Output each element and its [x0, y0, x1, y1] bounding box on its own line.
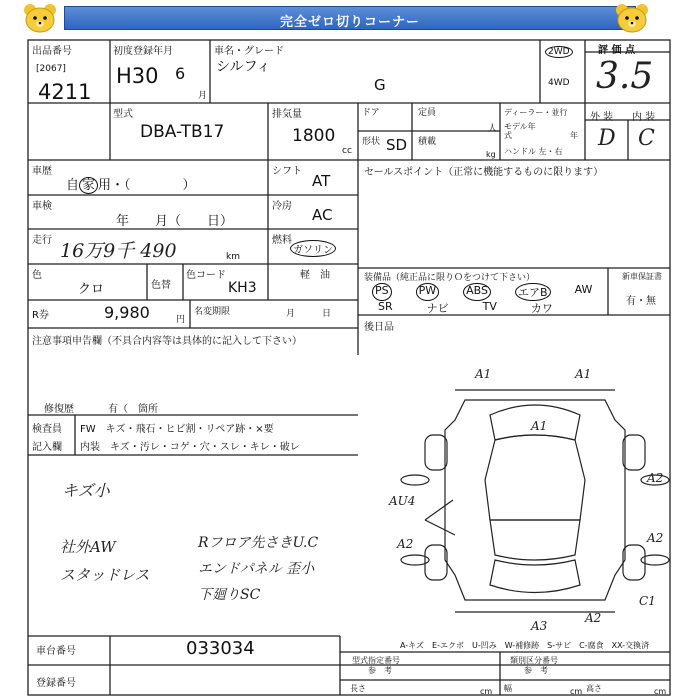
equipment-row-1 — [372, 283, 592, 301]
chassis-number: 033034 — [186, 638, 255, 659]
repair-history-value: 有（ 箇所 — [108, 404, 158, 415]
handwritten-note-2: 社外AW — [60, 538, 116, 556]
fuel-diesel: 軽 油 — [300, 270, 330, 281]
load-unit: kg — [486, 150, 496, 159]
color-code-label: 色コード — [186, 270, 226, 281]
equip-ps: PS — [372, 283, 392, 301]
plate-label: 登録番号 — [36, 678, 76, 689]
drive-2wd: 2WD — [545, 46, 573, 58]
damage-legend: A-キズ E-エクボ U-凹み W-補修跡 S-サビ C-腐食 XX-交換済 — [400, 641, 650, 650]
score: 3.5 — [596, 56, 654, 97]
mark-a3: A3 — [531, 619, 548, 633]
load-label: 積載 — [418, 137, 437, 147]
shift-value: AT — [312, 172, 331, 190]
color-swap-label: 色替 — [151, 280, 171, 291]
displacement-label: 排気量 — [272, 109, 302, 120]
handwritten-note-6: 下廻りSC — [198, 587, 261, 603]
model-code: DBA-TB17 — [140, 122, 225, 142]
notes-label: 注意事項申告欄（不具合内容等は具体的に記入して下さい） — [32, 336, 302, 347]
displacement-unit: cc — [342, 146, 352, 156]
length-label: 長さ — [350, 684, 366, 693]
mark-a2-bottom: A2 — [585, 611, 602, 625]
equipment-row-2 — [378, 300, 553, 316]
door-label: ドア — [362, 108, 380, 118]
handwritten-note-1: キズ小 — [62, 481, 110, 500]
lot-sub-number: [2067] — [36, 64, 66, 74]
displacement: 1800 — [292, 126, 336, 146]
entry-label: 記入欄 — [32, 442, 62, 453]
fuel-label: 燃料 — [272, 235, 292, 246]
reg-year: H30 — [116, 64, 159, 88]
dealer-label: ディーラー・並行 — [504, 108, 568, 117]
handwritten-note-5: エンドパネル 歪小 — [198, 561, 315, 577]
capacity-unit: 人 — [488, 124, 498, 134]
interior-grade: C — [638, 126, 655, 151]
mark-a2-right-rear: A2 — [647, 531, 664, 545]
body-label: 形状 — [362, 137, 381, 147]
history-rest: 用・（ ） — [98, 178, 196, 193]
equip-sr: SR — [378, 300, 393, 313]
inspector-label: 検査員 — [32, 424, 62, 435]
exterior-grade: D — [598, 126, 616, 151]
color-code-value: KH3 — [228, 280, 257, 296]
handle-label: ハンドル 左・右 — [504, 147, 563, 156]
model-cert-ref: 参 考 — [368, 666, 392, 675]
equip-aw: AW — [574, 283, 593, 296]
aircon-value: AC — [312, 206, 333, 224]
shift-label: シフト — [272, 166, 302, 177]
type-label: 型式 — [113, 109, 133, 120]
after-items-label: 後日品 — [364, 322, 394, 333]
grade: G — [374, 76, 386, 94]
history-prefix: 自 — [66, 178, 80, 193]
interior-label: 内 装 — [632, 112, 656, 123]
mileage-unit: km — [226, 252, 240, 262]
length-unit: cm — [480, 687, 493, 696]
color-label: 色 — [32, 270, 42, 281]
inspection-row-1: FW キズ・飛石・ヒビ割・リペア跡・×要 — [80, 424, 274, 435]
shaken-label: 車検 — [32, 201, 52, 212]
guarantee-label: 新車保証書 — [622, 272, 662, 281]
mark-au4: AU4 — [389, 494, 416, 508]
lot-label: 出品番号 — [32, 46, 72, 57]
year-unit: 年 — [570, 131, 578, 140]
chassis-label: 車台番号 — [36, 646, 76, 657]
class-cert-ref: 参 考 — [524, 666, 548, 675]
repair-history-label: 修復歴 — [44, 404, 74, 415]
recycle-label: R券 — [32, 310, 49, 321]
equipment-label: 装備品（純正品に限りＯをつけて下さい） — [364, 273, 536, 283]
reg-month: 6 — [175, 64, 186, 83]
history-label: 車歴 — [32, 166, 52, 177]
name-change-value: 月 日 — [286, 309, 332, 319]
lot-number: 4211 — [38, 80, 92, 104]
equip-pw: PW — [416, 283, 440, 301]
car-name: シルフィ — [216, 59, 271, 75]
equip-airbag: エアB — [515, 283, 551, 301]
recycle-value: 9,980 — [104, 303, 150, 322]
mark-a2-right: A2 — [647, 471, 664, 485]
reg-month-unit: 月 — [198, 91, 208, 101]
fuel-gasoline: ガソリン — [290, 240, 336, 257]
name-change-label: 名変期限 — [194, 307, 231, 317]
car-name-label: 車名・グレード — [214, 46, 284, 57]
inspection-row-2: 内装 キズ・汚レ・コゲ・穴・スレ・キレ・破レ — [80, 442, 300, 453]
score-label: 評 価 点 — [598, 45, 635, 56]
width-label: 幅 — [504, 684, 512, 693]
width-unit: cm — [570, 687, 583, 696]
equip-tv: TV — [482, 300, 497, 313]
mark-a1-roof: A1 — [531, 419, 548, 433]
exterior-label: 外 装 — [590, 112, 614, 123]
model-cert-label: 型式指定番号 — [352, 656, 400, 665]
car-damage-diagram — [389, 360, 675, 633]
color-value: クロ — [78, 282, 105, 297]
shaken-value: 年 月（ 日） — [116, 214, 234, 229]
capacity-label: 定員 — [418, 108, 437, 118]
equip-leather: カワ — [530, 302, 553, 315]
drive-4wd: 4WD — [548, 78, 570, 88]
banner-title: 完全ゼロ切りコーナー — [279, 15, 420, 30]
body-type: SD — [386, 136, 408, 154]
guarantee-value: 有・無 — [626, 296, 656, 307]
class-cert-label: 類別区分番号 — [510, 656, 558, 665]
equip-abs: ABS — [463, 283, 491, 301]
history-selected: 家 — [79, 177, 98, 194]
mileage-label: 走行 — [32, 235, 52, 246]
mileage-value: 16万9千 490 — [60, 240, 177, 262]
mark-a1-right: A1 — [575, 367, 592, 381]
sales-point-label: セールスポイント（正常に機能するものに限ります） — [364, 167, 604, 178]
reg-label: 初度登録年月 — [113, 46, 173, 57]
history-value — [66, 174, 196, 193]
aircon-label: 冷房 — [272, 201, 292, 212]
model-year-label: モデル年式 — [504, 122, 536, 140]
recycle-unit: 円 — [176, 315, 186, 325]
height-label: 高さ — [586, 684, 602, 693]
handwritten-note-4: Rフロア先さきU.C — [198, 535, 319, 551]
mark-a2-left: A2 — [397, 537, 414, 551]
handwritten-note-3: スタッドレス — [60, 566, 150, 584]
equip-navi: ナビ — [426, 302, 449, 315]
mark-a1-left: A1 — [475, 367, 492, 381]
mark-c1: C1 — [639, 594, 656, 608]
height-unit: cm — [654, 687, 667, 696]
